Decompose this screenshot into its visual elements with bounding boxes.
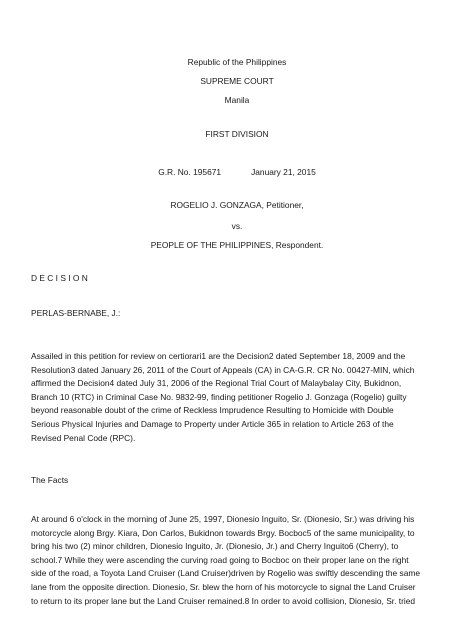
- decision-heading: D E C I S I O N: [31, 273, 88, 283]
- intro-paragraph: [31, 350, 447, 445]
- facts-paragraph: [31, 513, 447, 608]
- intro-line: Serious Physical Injuries and Damage to Property under Article 365 in relation to Article 263 of the: [31, 418, 394, 429]
- facts-line: side of the road, a Toyota Land Cruiser (Land Cruiser)driven by Rogelio was swiftly descending the same: [31, 568, 421, 579]
- versus-line: vs.: [231, 221, 243, 231]
- header-case-line: [0, 166, 474, 180]
- case-date: January 21, 2015: [251, 167, 316, 177]
- intro-line: beyond reasonable doubt of the crime of Reckless Imprudence Resulting to Homicide with Double: [31, 405, 394, 416]
- facts-line: school.7 While they were ascending the curving road going to Bocboc on their proper lane on the right: [31, 554, 409, 565]
- intro-line: Assailed in this petition for review on certiorari1 are the Decision2 dated September 18, 2009 and the: [31, 351, 406, 361]
- petitioner-line: ROGELIO J. GONZAGA, Petitioner,: [170, 200, 304, 210]
- intro-line: Branch 10 (RTC) in Criminal Case No. 9832-99, finding petitioner Rogelio J. Gonzaga (Rogelio) guilty: [31, 391, 407, 402]
- intro-line: Resolution3 dated January 26, 2011 of the Court of Appeals (CA) in CA-G.R. CR No. 00427-MIN, which: [31, 364, 415, 375]
- header-court: SUPREME COURT: [200, 76, 274, 86]
- respondent-line: PEOPLE OF THE PHILIPPINES, Respondent.: [150, 240, 324, 250]
- facts-line: At around 6 o'clock in the morning of June 25, 1997, Dionesio Inguito, Sr. (Dionesio, Sr.) was driving his: [31, 514, 415, 524]
- header-city: Manila: [224, 95, 250, 105]
- facts-line: to return to its proper lane but the Land Cruiser remained.8 In order to avoid collision, Dionesio, Sr. tried: [31, 595, 416, 606]
- facts-line: motorcycle along Brgy. Kiara, Don Carlos, Bukidnon towards Brgy. Bocboc5 of the same municipality, to: [31, 527, 415, 538]
- header-republic: Republic of the Philippines: [187, 57, 287, 67]
- facts-line: lane from the opposite direction. Dionesio, Sr. blew the horn of his motorcycle to signal the Land Cruiser: [31, 581, 416, 592]
- intro-line: Revised Penal Code (RPC).: [31, 432, 136, 443]
- facts-line: bring his two (2) minor children, Dionesio Inguito, Jr. (Dionesio, Jr.) and Cherry Inguito6 (Cherry), to: [31, 541, 399, 552]
- header-division: FIRST DIVISION: [205, 129, 269, 139]
- ponente: PERLAS-BERNABE, J.:: [31, 308, 121, 318]
- facts-heading: The Facts: [31, 475, 69, 485]
- case-number: G.R. No. 195671: [158, 167, 222, 177]
- intro-line: affirmed the Decision4 dated July 31, 2006 of the Regional Trial Court of Malaybalay City, Bukidnon,: [31, 378, 402, 389]
